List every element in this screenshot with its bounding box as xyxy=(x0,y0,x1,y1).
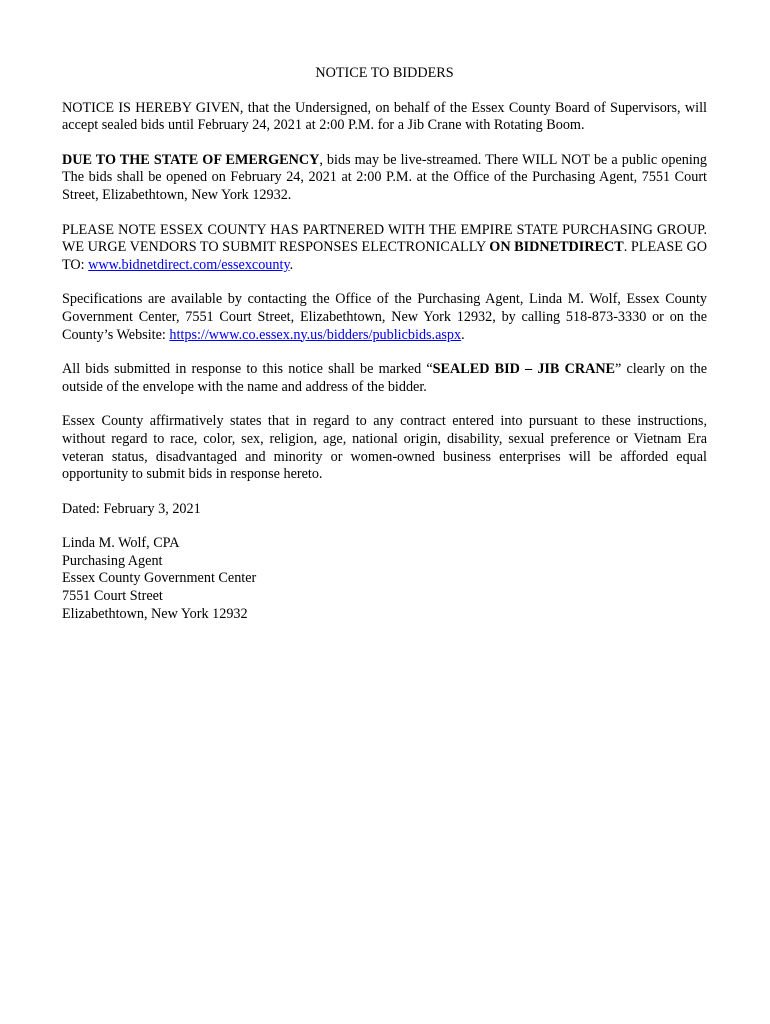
county-website-link[interactable]: https://www.co.essex.ny.us/bidders/publicbids.aspx xyxy=(169,326,462,343)
signature-name: Linda M. Wolf, CPA xyxy=(62,535,180,552)
bidnet-paragraph xyxy=(62,222,707,275)
marking-text: All bids submitted in response to this notice shall be marked “ xyxy=(62,361,433,378)
bidnet-bold: ON BIDNETDIRECT xyxy=(489,239,624,256)
bidnet-text: PLEASE NOTE ESSEX COUNTY HAS PARTNERED WITH THE EMPIRE STATE PURCHASING GROUP. WE URGE VENDORS TO SUBMIT RESPONSES ELECTRONICALLY xyxy=(62,221,707,256)
marking-text-2: ” clearly on the outside of the envelope with the name and address of the bidder. xyxy=(62,361,707,395)
signature-org: Essex County Government Center xyxy=(62,570,257,587)
marking-paragraph xyxy=(62,361,707,396)
specifications-end: . xyxy=(461,326,465,343)
document-page xyxy=(62,65,707,623)
bidnet-link[interactable]: www.bidnetdirect.com/essexcounty xyxy=(88,256,290,273)
emergency-heading: DUE TO THE STATE OF EMERGENCY xyxy=(62,151,320,168)
signature-role: Purchasing Agent xyxy=(62,552,163,569)
signature-street: 7551 Court Street xyxy=(62,588,163,605)
marking-bold: SEALED BID – JIB CRANE xyxy=(432,361,616,378)
dated-line: Dated: February 3, 2021 xyxy=(62,500,201,517)
equal-opportunity-paragraph: Essex County affirmatively states that in regard to any contract entered into pursuant to these instructions, without regard to race, color, sex, religion, age, national origin, disability, sexual preference or Vietnam Era veteran status, disadvantaged and minority or women-owned business enterprises will be afforded equal opportunity to submit bids in response hereto. xyxy=(62,413,707,483)
signature-city: Elizabethtown, New York 12932 xyxy=(62,605,248,622)
emergency-paragraph xyxy=(62,152,707,205)
signature-block xyxy=(62,535,707,623)
specifications-paragraph xyxy=(62,291,707,344)
bidnet-end: . xyxy=(289,256,294,273)
specifications-text: Specifications are available by contacting the Office of the Purchasing Agent, Linda M. Wolf, Essex County Government Center, 7551 Court Street, Elizabethtown, New York 12932, by calling 518-873-3330 or on the County’s Website: xyxy=(62,291,707,343)
bidnet-text-2: . PLEASE GO TO: xyxy=(62,239,707,273)
page-title: NOTICE TO BIDDERS xyxy=(315,65,454,81)
emergency-text: , bids may be live-streamed. There WILL NOT be a public opening The bids shall be opened on February 24, 2021 at 2:00 P.M. at the Office of the Purchasing Agent, 7551 Court Street, Elizabethtown, New York 12932. xyxy=(62,151,707,203)
notice-paragraph: NOTICE IS HEREBY GIVEN, that the Undersigned, on behalf of the Essex County Board of Supervisors, will accept sealed bids until February 24, 2021 at 2:00 P.M. for a Jib Crane with Rotating Boom. xyxy=(62,99,707,134)
